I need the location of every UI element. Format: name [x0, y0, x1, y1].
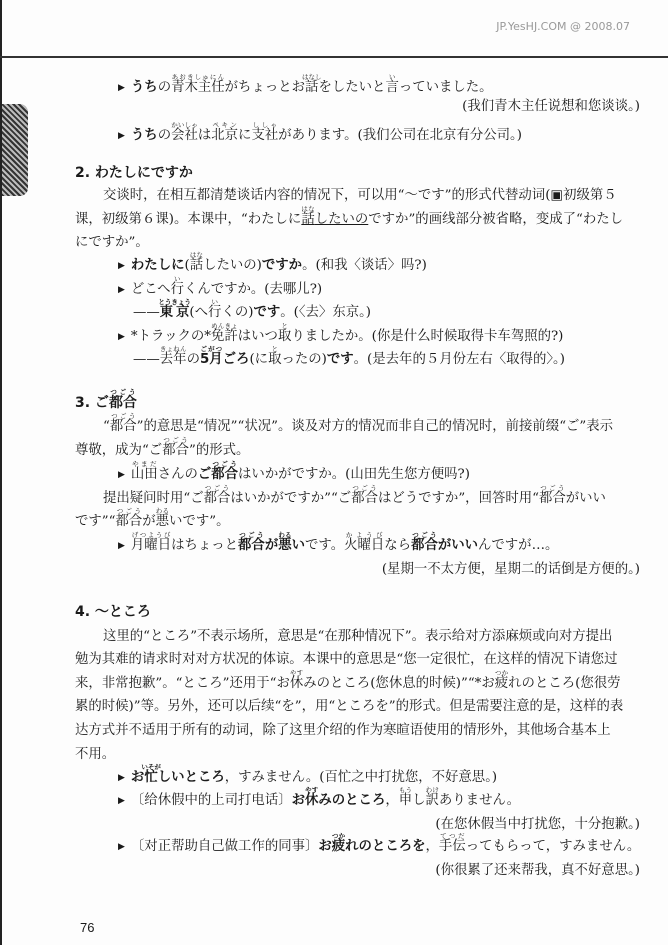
paragraph-line [75, 205, 623, 228]
text-run: 这里的“ところ”不表示场所，意思是“在那种情况下”。表示给对方添麻烦或向对方提出 [103, 629, 613, 644]
text-run: お [291, 793, 305, 808]
paragraph-line [75, 699, 623, 715]
text-run: がいい [437, 538, 479, 553]
text-run: に [238, 128, 252, 143]
ruby-word: 青木主任あおきしゅにん [171, 73, 225, 95]
furigana: やす [305, 786, 319, 794]
bullet-triangle-icon: ▶ [118, 83, 125, 93]
text-run: が [142, 514, 156, 529]
paragraph-line [75, 747, 115, 763]
text-run: 尊敬，成为“ご [75, 443, 163, 458]
text-run: です [253, 305, 281, 320]
bullet-triangle-icon: ▶ [118, 332, 125, 342]
text-run: ， [425, 839, 439, 854]
furigana: い [170, 275, 184, 283]
furigana: やまだ [130, 460, 158, 468]
furigana: つごう [108, 388, 137, 396]
text-run: 〔对正帮助自己做工作的同事〕 [130, 839, 319, 854]
text-run: ( [184, 258, 190, 273]
ruby-word: 都合つごう [109, 412, 137, 434]
paragraph-line [103, 629, 612, 645]
text-run: (に [249, 352, 269, 367]
example-line [118, 251, 427, 274]
example-line [118, 322, 563, 345]
ruby-word: 免許めんきょ [211, 322, 238, 344]
ruby-word: 手伝てつだ [438, 832, 466, 854]
furigana: つごう [109, 412, 137, 420]
furigana: いそが [141, 763, 161, 771]
text-run: し [412, 793, 426, 808]
text-run: さんの [157, 467, 198, 482]
section-heading-2 [75, 165, 193, 181]
text-run: はいつ [237, 329, 278, 344]
text-run: いです”。 [169, 514, 230, 529]
header-divider [0, 56, 668, 58]
text-run: どこへ [130, 282, 171, 297]
example-line [118, 275, 322, 298]
ruby-word: 行い [170, 275, 184, 297]
furigana: もう [398, 786, 413, 794]
furigana: つごう [238, 531, 265, 539]
text-run: はちょっと [171, 538, 239, 553]
example-line [118, 73, 493, 96]
ruby-word: 5月ごがつ [199, 345, 223, 367]
site-watermark: JP.YesHJ.COM @ 2008.07 [496, 20, 630, 33]
bullet-triangle-icon: ▶ [118, 131, 125, 141]
paragraph-line [75, 652, 617, 668]
ruby-word: 都合つごう [538, 484, 566, 506]
text-run: れのところ(您很劳 [508, 676, 621, 691]
text-run: 2. わたしにですか [75, 165, 193, 181]
furigana: きょねん [159, 345, 187, 353]
example-line [118, 832, 640, 855]
text-run: れのところを [345, 839, 426, 854]
text-run: をしたいと [318, 80, 386, 95]
ruby-word: 言い [385, 73, 399, 95]
ruby-word: 都合つごう [351, 484, 378, 506]
text-run: (我们青木主任说想和您谈谈。) [462, 99, 640, 114]
text-run: うち [130, 128, 158, 143]
text-run: ， [385, 793, 399, 808]
furigana: と [268, 345, 282, 353]
ruby-word: 話はなし [302, 73, 322, 95]
furigana: つごう [203, 484, 231, 492]
text-run: 提出疑问时用“ご [103, 491, 204, 506]
text-run: “ [103, 419, 110, 434]
text-run: みのところ [318, 793, 386, 808]
section-heading-3 [75, 388, 137, 411]
ruby-word: 申もう [398, 786, 413, 808]
ruby-word: 訳わけ [425, 786, 439, 808]
furigana: と [277, 322, 292, 330]
text-run: うち [130, 80, 158, 95]
bullet-triangle-icon: ▶ [118, 796, 125, 806]
text-run: くんですか。(去哪儿?) [183, 282, 323, 297]
ruby-word: 東京とうきょう [158, 298, 191, 320]
ruby-word: 行い [208, 298, 222, 320]
text-run: 〔给休假中的上司打电话〕 [130, 793, 292, 808]
text-run: みのところ(您休息的时候)”“*お [303, 676, 495, 691]
example-line [118, 786, 520, 809]
text-run: ご [197, 467, 212, 482]
ruby-word: 支社ししゃ [251, 121, 279, 143]
furigana: はな [189, 251, 204, 259]
paragraph-line [103, 484, 606, 507]
furigana: わる [278, 531, 292, 539]
ruby-word: 都合つごう [162, 436, 189, 458]
furigana: はなし [302, 73, 322, 81]
furigana: い [208, 298, 222, 306]
ruby-word: 悪わる [155, 507, 170, 529]
text-run: の [186, 352, 200, 367]
translation-line [435, 863, 640, 879]
ruby-word: 悪わる [278, 531, 292, 553]
ruby-word: 月曜日げつようび [130, 531, 172, 553]
text-run: したいの) [203, 258, 262, 273]
text-run: っていました。 [398, 80, 493, 95]
page-number: 76 [80, 920, 95, 935]
paragraph-line [75, 507, 229, 530]
example-line [118, 121, 522, 144]
furigana: めんきょ [211, 322, 238, 330]
text-run: 4. ～ところ [75, 604, 151, 620]
text-run: の [157, 128, 172, 143]
translation-line [435, 817, 640, 833]
text-run: (星期一不太方便，星期二的话倒是方便的。) [381, 562, 640, 577]
furigana: つごう [538, 484, 566, 492]
text-run: にですか”。 [75, 235, 149, 250]
furigana: てつだ [438, 832, 466, 840]
text-run: ってもらって，すみません。 [465, 839, 641, 854]
text-run: ありません。 [438, 793, 521, 808]
text-run: んですが…。 [478, 538, 559, 553]
example-line [118, 531, 558, 554]
section-heading-4 [75, 604, 151, 620]
paragraph-line [103, 412, 613, 435]
bullet-triangle-icon: ▶ [118, 541, 125, 551]
translation-line [462, 99, 640, 115]
text-run: です”“ [75, 514, 116, 529]
furigana: ししゃ [251, 121, 279, 129]
ruby-word: 山田やまだ [130, 460, 158, 482]
text-run: (你很累了还来帮我，真不好意思。) [435, 863, 640, 878]
furigana: かようび [344, 531, 385, 539]
furigana: つごう [411, 531, 438, 539]
text-run: くの) [221, 305, 254, 320]
furigana: つごう [351, 484, 378, 492]
text-run: です。 [305, 538, 345, 553]
ruby-word: 北京ペキン [211, 121, 239, 143]
bullet-triangle-icon: ▶ [118, 773, 125, 783]
text-run: 勉为其难的请求时对对方状况的体谅。本课中的意思是“您一定很忙，在这样的情况下请您过 [75, 652, 618, 667]
text-run: (在您休假当中打扰您，十分抱歉。) [435, 817, 640, 832]
ruby-word: 去年きょねん [159, 345, 187, 367]
example-line [118, 763, 497, 786]
example-line [118, 460, 470, 483]
ruby-word: 話はな [301, 205, 315, 227]
text-run: 来，非常抱歉”。“ところ”还用于“お [75, 676, 290, 691]
example-answer-line [133, 345, 565, 368]
text-run: 达方式并不适用于所有的动词，除了这里介绍的作为寒暄语使用的情形外，其他场合基本上 [75, 723, 611, 738]
text-run: ”的形式。 [188, 443, 250, 458]
furigana: つか [494, 669, 509, 677]
furigana: ペキン [211, 121, 239, 129]
text-run: りましたか。(你是什么时候取得卡车驾照的?) [291, 329, 564, 344]
furigana: つごう [115, 507, 143, 515]
text-run: ごろ [222, 352, 250, 367]
ruby-word: 都合つごう [108, 388, 137, 411]
text-run: ですか”的画线部分被省略，变成了“わたし [368, 212, 624, 227]
ruby-word: 都合つごう [411, 531, 438, 553]
ruby-word: 休やす [289, 669, 304, 691]
text-run: 课，初级第６课)。本课中，“わたしに [75, 212, 302, 227]
chapter-thumb-tab [2, 104, 28, 196]
text-run: お [318, 839, 332, 854]
furigana: わけ [425, 786, 439, 794]
furigana: ごがつ [199, 345, 223, 353]
text-run: したいの [314, 212, 369, 227]
furigana: かいしゃ [171, 121, 198, 129]
text-run: がいい [565, 491, 606, 506]
text-run: はどうですか”，回答时用“ [377, 491, 539, 506]
furigana: とうきょう [158, 298, 191, 306]
text-run: 。(是去年的５月份左右〈取得的〉。) [353, 352, 565, 367]
text-run: はいかがですか。(山田先生您方便吗?) [238, 467, 470, 482]
text-run: 不用。 [75, 747, 116, 762]
ruby-word: 取と [268, 345, 282, 367]
paragraph-line [75, 723, 611, 739]
text-run: の [157, 80, 172, 95]
furigana: げつようび [130, 531, 172, 539]
example-answer-line [133, 298, 371, 321]
bullet-triangle-icon: ▶ [118, 470, 125, 480]
text-run: ですか [261, 258, 303, 273]
text-run: 。(〈去〉东京。) [280, 305, 372, 320]
text-run: があります。(我们公司在北京有分公司。) [278, 128, 522, 143]
ruby-word: 都合つごう [115, 507, 143, 529]
ruby-word: 都合つごう [203, 484, 231, 506]
text-run: ，すみません。(百忙之中打扰您，不好意思。) [224, 770, 498, 785]
furigana: つごう [211, 460, 239, 468]
ruby-word: 会社かいしゃ [171, 121, 198, 143]
paragraph-line [75, 235, 149, 251]
furigana: わる [155, 507, 170, 515]
text-run: が [264, 538, 279, 553]
bullet-triangle-icon: ▶ [118, 842, 125, 852]
text-run: 。(和我〈谈话〉吗?) [302, 258, 427, 273]
text-run: ”的意思是“情况”“状况”。谈及对方的情况而非自己的情况时，前接前缀“ご”表示 [136, 419, 614, 434]
furigana: はな [301, 205, 315, 213]
text-run: い [291, 538, 305, 553]
bullet-triangle-icon: ▶ [118, 261, 125, 271]
ruby-word: 取と [277, 322, 292, 344]
text-run: ったの) [281, 352, 327, 367]
furigana: あおきしゅにん [171, 73, 225, 81]
furigana: やす [289, 669, 304, 677]
text-run: です [326, 352, 354, 367]
text-run: —— [133, 305, 160, 320]
paragraph-line [103, 188, 617, 204]
text-run: —— [133, 352, 160, 367]
text-run: *トラックの* [130, 329, 211, 344]
ruby-word: 話はな [189, 251, 204, 273]
ruby-word: 疲つか [494, 669, 509, 691]
ruby-word: 休やす [305, 786, 319, 808]
text-run: わたしに [130, 258, 185, 273]
text-run: 3. ご [75, 395, 109, 411]
bullet-triangle-icon: ▶ [118, 285, 125, 295]
ruby-word: 都合つごう [238, 531, 265, 553]
furigana: い [385, 73, 399, 81]
furigana: つごう [162, 436, 189, 444]
ruby-word: 都合つごう [211, 460, 239, 482]
text-run: なら [384, 538, 412, 553]
text-run: お [130, 770, 145, 785]
furigana: つか [331, 832, 346, 840]
text-run: 交谈时，在相互都清楚谈话内容的情况下，可以用“～です”的形式代替动词(▣初级第５ [103, 188, 617, 203]
text-run: は [197, 128, 212, 143]
ruby-word: 忙いそが [141, 763, 161, 785]
paragraph-line [75, 436, 249, 459]
paragraph-line [75, 669, 621, 692]
text-run: しいところ [157, 770, 225, 785]
ruby-word: 疲つか [331, 832, 346, 854]
text-run: がちょっとお [224, 80, 305, 95]
translation-line [382, 562, 640, 578]
text-run: はいかがですか”“ご [230, 491, 352, 506]
text-run: (へ [189, 305, 209, 320]
text-run: 累的时候)”等。另外，还可以后续“を”，用“ところを”的形式。但是需要注意的是，这样的表 [75, 699, 624, 714]
ruby-word: 火曜日かようび [344, 531, 385, 553]
